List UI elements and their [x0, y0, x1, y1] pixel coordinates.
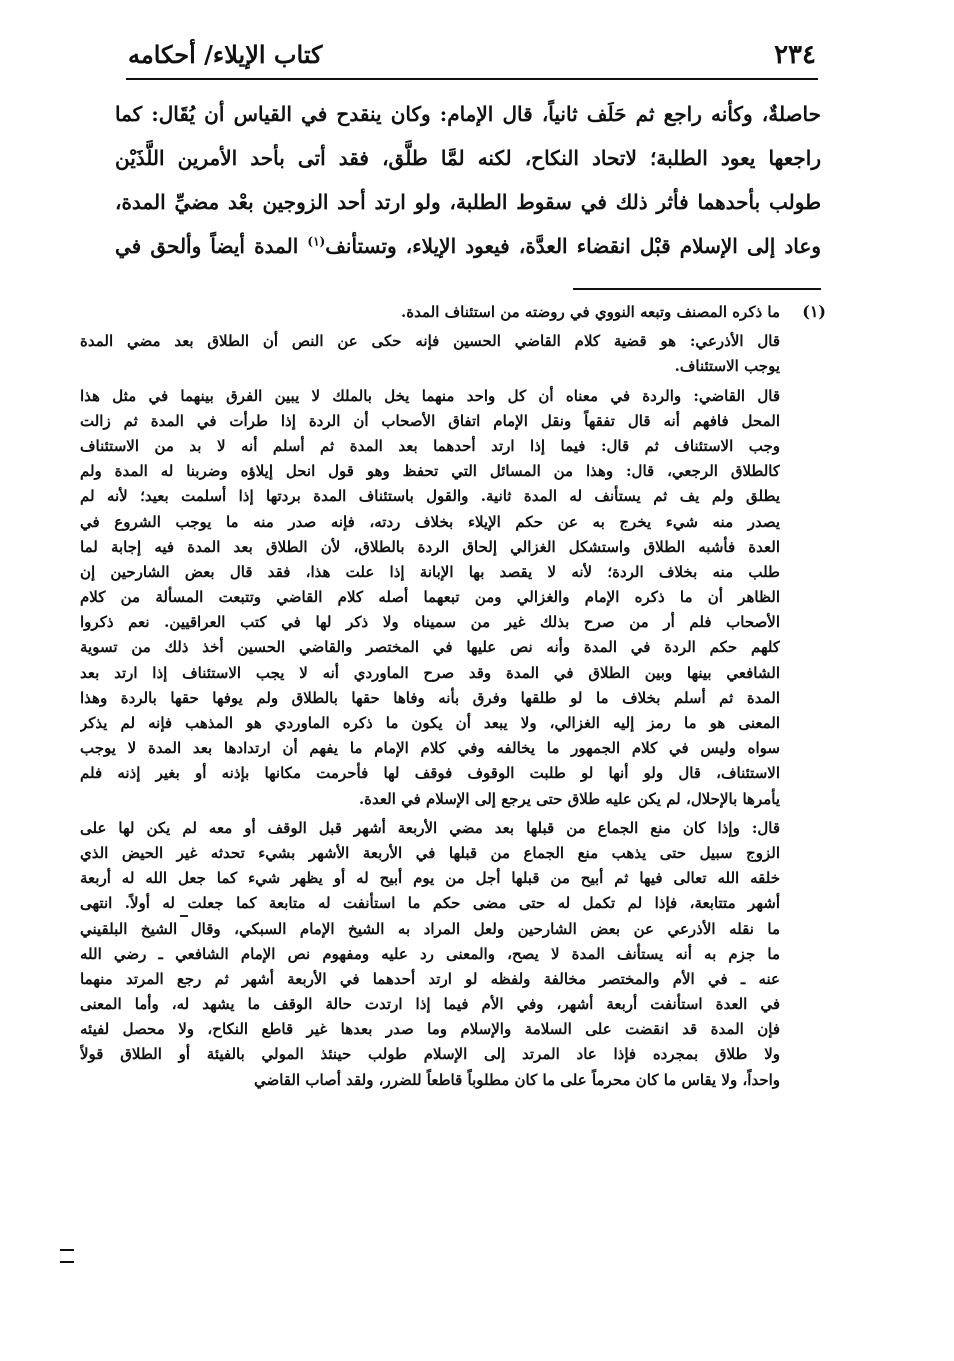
footnote-line: كالطلاق الرجعي، قال: وهذا من المسائل التي تحفظ وهو قول انحل إيلاؤه وضربنا له المدة ولم	[80, 462, 780, 481]
main-text	[115, 92, 821, 268]
header-rule	[126, 78, 818, 80]
footnote-line: الزوج سبيل حتى يذهب منع الجماع من قبلها في الأربعة الأشهر بشيء تحدثه غير الحيض الذي	[80, 843, 780, 862]
footnote-line: يوجب الاستئناف.	[674, 357, 780, 376]
footnote-line: ما نقله الأذرعي عن بعض الشارحين ولعل المراد به الشيخ الإمام السبكي، وقال الشيخ البلقيني	[80, 919, 780, 938]
footnote-line: واحداً، ولا يقاس ما كان محرماً على ما كان مطلوباً قاطعاً للضرر، ولقد أصاب القاضي	[254, 1070, 780, 1089]
main-text-line: طولب بأحدهما فأثر ذلك في سقوط الطلبة، ولو ارتد أحد الزوجين بعْد مضيِّ المدة،	[115, 190, 821, 214]
footnote-line: فإن المدة قد انقضت على السلامة والإسلام وما صدر بعدها غير قاطع النكاح، ولا محصل لفيئه	[80, 1020, 780, 1039]
footnote-line: المحل فافهم أنه قال تفقهاً ونقل الإمام اتفاق الأصحاب أن الردة إذا طرأت في المدة ثم زالت	[80, 411, 780, 430]
footnote-line: يأمرها بالإحلال، لم يكن عليه طلاق حتى يرجع إلى الإسلام في العدة.	[358, 789, 780, 808]
footnote-line: وجب الاستئناف ثم قال: فيما إذا ارتد أحدهما بعد المدة ثم أسلم أنه لا بد من الاستئناف	[80, 436, 780, 455]
footnote-line: قال القاضي: والردة في معناه أن كل واحد منهما يخل بالملك لا يبين الفرق بينهما في مثل هذا	[80, 386, 780, 405]
footnote-line: كلهم حكم الردة في المدة وأنه نص عليها في المختصر والقاضي الحسين أخذ ذلك من تسوية	[80, 638, 780, 657]
main-text-line-before-ref: وعاد إلى الإسلام قبْل انقضاء العدَّة، فيعود الإيلاء، وتستأنف	[325, 234, 821, 258]
stray-mark	[180, 915, 188, 917]
footnote-line: الشافعي بينها وبين الطلاق في المدة وقد صرح الماوردي أنه لا يجب الاستئناف إذا ارتد بعد	[80, 663, 780, 682]
footnote-line: قال الأذرعي: هو قضية كلام القاضي الحسين فإنه حكى عن النص أن الطلاق بعد مضي المدة	[80, 332, 780, 351]
footnote-paragraph	[80, 329, 780, 379]
footnote-line: عنه ـ في الأم والمختصر مخالفة ولفظه لو ارتد أحدهما في الأربعة أشهر ثم رجع المرتد منهما	[80, 969, 780, 988]
footnote-line: خلقه الله تعالى فيها ثم أبيح من قبلها أجل من يوم أبيح له أو يظهر شيء كما جعل الله له أربعة	[80, 869, 780, 888]
footnote-line: طلب منه بخلاف الردة؛ لأنه لا يقصد بها الإبانة إذا علت هذا، فقد قال بعض الشارحين إن	[80, 562, 780, 581]
footnote-marker: (١)	[802, 302, 826, 321]
footnote-line: الاستئناف، قال ولو أنها لو طلبت الوقوف فوقف لها فأحرمت مكانها بإذنه أو بغير إذنه فلم	[80, 764, 780, 783]
footnote-paragraph	[80, 384, 780, 812]
footnote-line: المعنى هو ما رمز إليه الغزالي، ولا يبعد أن يكون ما ذكره الماوردي هو المذهب فإنه لم يذكر	[80, 714, 780, 732]
footnote-line: يطلق ولم يف ثم يستأنف له المدة ثانية. والقول باستئناف المدة بردتها إذا أسلمت بعيد؛ لأنه لم	[80, 487, 780, 506]
continuation-mark	[60, 1249, 74, 1263]
footnote-line: المدة ثم أسلم بخلاف ما لو طلقها وفرق بأنه وفاها حقها بالطلاق ولم يوفها حقها بالردة وهذا	[80, 688, 780, 707]
footnote-line: الظاهر أن ما ذكره الإمام والغزالي ومن تبعهما أصله كلام القاضي وتتبعت المسألة من كلام	[80, 588, 780, 607]
footnote-paragraph	[80, 816, 780, 1093]
running-title: كتاب الإيلاء/ أحكامه	[128, 40, 323, 69]
footnote-line: ما ذكره المصنف وتبعه النووي في روضته من استئناف المدة.	[401, 303, 780, 321]
main-text-line	[115, 224, 821, 268]
footnote-line: سواه وليس في كلام الجمهور ما يخالفه وفي كلام الإمام ما يفهم أن ارتدادها بعد المدة لا يوجب	[80, 739, 780, 758]
footnote-line: قال: وإذا كان منع الجماع من قبلها بعد مضي الأربعة أشهر قبل الوقف أو معه لم يكن لها على	[80, 818, 780, 837]
footnote-line: أشهر متتابعة، فإذا لم تكمل له حتى مضى حكم ما استأنفت له متابعة كما جعلت له أولاً. انتهى	[80, 894, 780, 913]
main-text-line-after-ref: المدة أيضاً وألحق في	[115, 234, 308, 258]
footnote-line: الأصحاب فلم أر من صرح بذلك غير من سميناه ولا ذكر لها في كتب العراقيين. نعم ذكروا	[80, 613, 780, 632]
footnote-line: في العدة استأنفت أربعة أشهر، وفي الأم فيما إذا ارتدت حالة الوقف ما يشهد له، وأما المعنى	[80, 995, 780, 1014]
footnote-separator	[573, 288, 821, 290]
footnote-line: ما جزم به أنه يستأنف المدة لا يصح، والمعنى رد عليه ومفهوم نص الإمام الشافعي ـ رضي الله	[80, 944, 780, 963]
page-number: ٢٣٤	[774, 40, 816, 70]
footnote-paragraph	[80, 300, 780, 325]
page-header	[128, 38, 816, 78]
footnote-line: ولا طلاق بمجرده فإذا عاد المرتد إلى الإسلام طولب حينئذ المولي بالفيئة أو الطلاق قولاً	[80, 1045, 780, 1064]
footnote-line: العدة فأشبه الطلاق واستشكل الغزالي إلحاق الردة بالطلاق، لأن الطلاق بعد المدة فيه إجابة لما	[80, 537, 780, 556]
main-text-line: راجعها يعود الطلبة؛ لاتحاد النكاح، لكنه لمَّا طلَّق، فقد أتى بأحد الأمرين اللَّذَيْن	[115, 146, 821, 170]
footnote-reference: (١)	[307, 234, 326, 249]
footnote-line: يصدر منه شيء يخرج به عن حكم الإيلاء بخلاف ردته، فإنه صدر منه ما يوجب الشروع في	[80, 512, 780, 531]
main-text-line: حاصلةٌ، وكأنه راجع ثم حَلَف ثانياً، قال الإمام: وكان ينقدح في القياس أن يُقَال: كما	[115, 102, 821, 126]
footnote-body	[80, 300, 780, 1097]
